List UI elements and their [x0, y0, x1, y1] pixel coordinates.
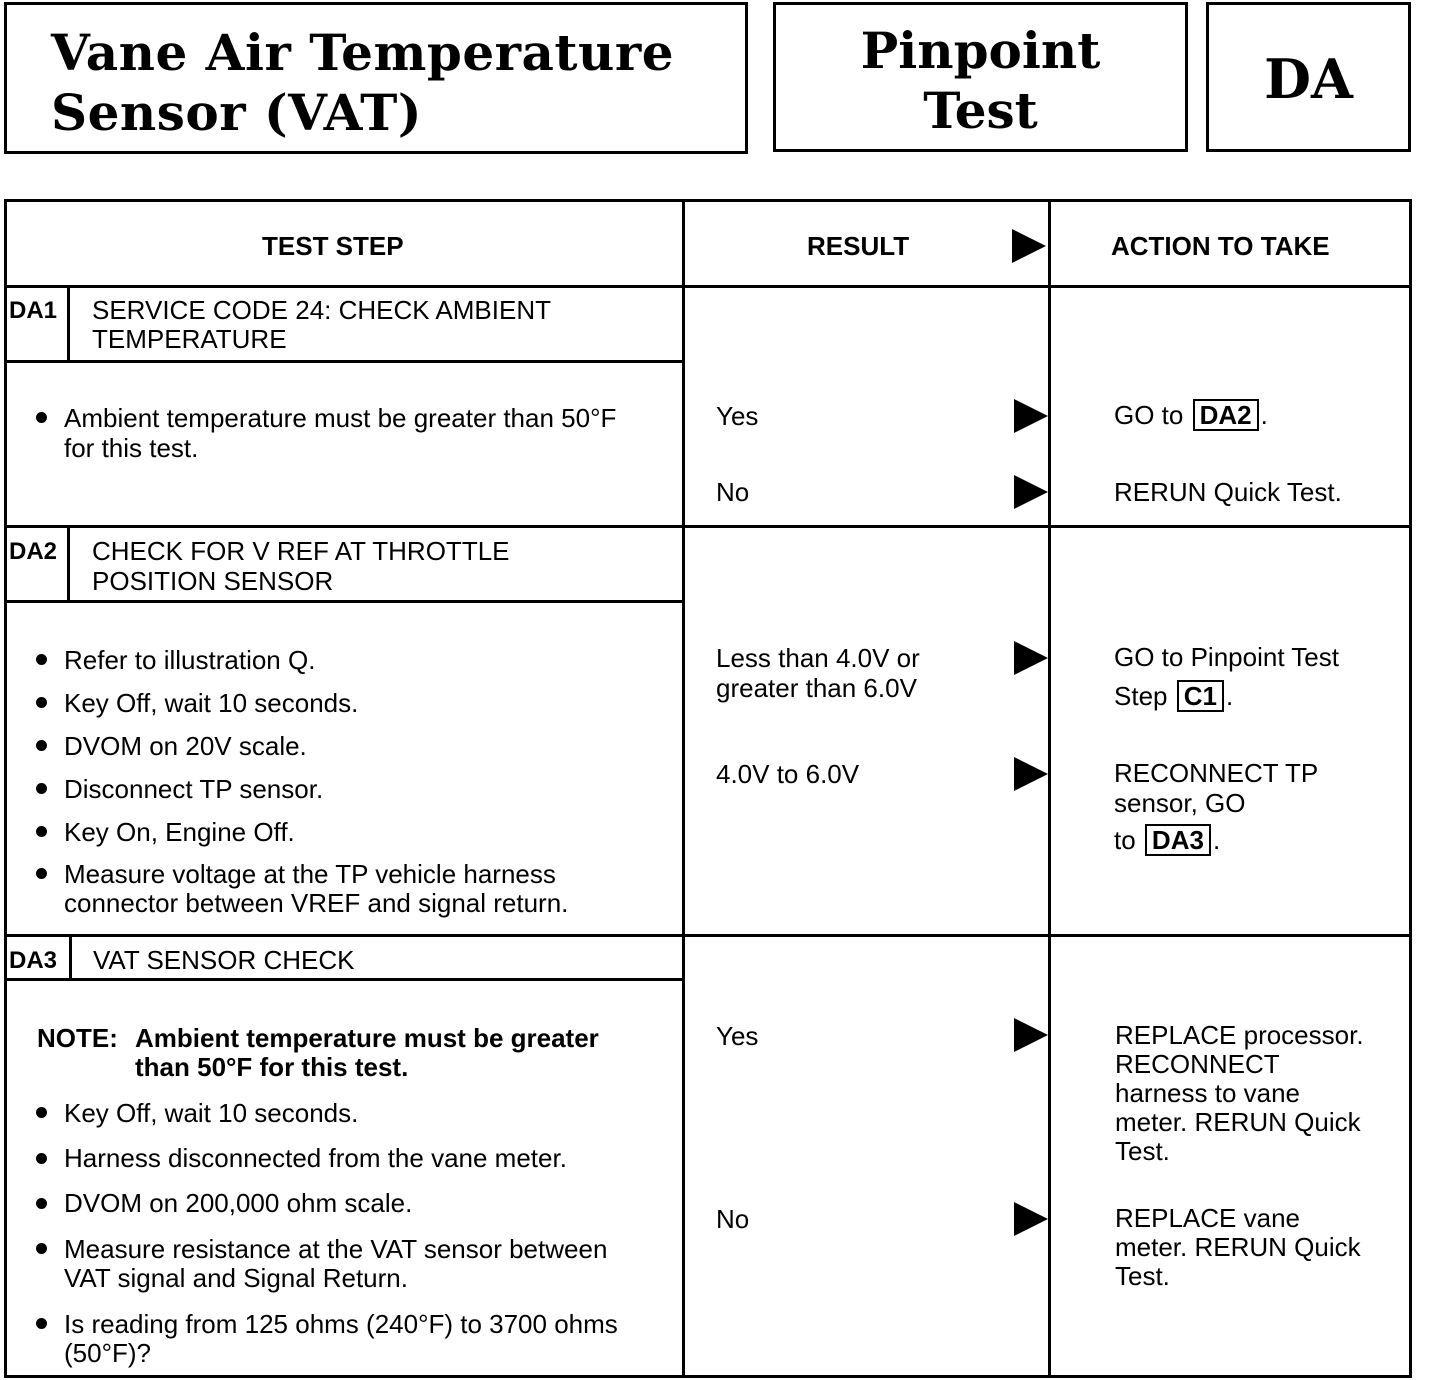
step-id: DA3 — [9, 947, 58, 974]
step-title: VAT SENSOR CHECK — [93, 945, 355, 975]
action-line: harness to vane — [1115, 1078, 1301, 1108]
step-title-divider — [7, 600, 682, 603]
step-title-divider — [7, 978, 682, 981]
action-replace-processor — [1115, 1021, 1364, 1166]
bullet-icon — [36, 868, 47, 879]
step-title-divider — [7, 360, 682, 363]
header-arrow-icon — [1012, 229, 1046, 263]
step-item-cont: VAT signal and Signal Return. — [64, 1263, 408, 1293]
result-yes: Yes — [716, 1021, 759, 1051]
action-text: GO to — [1114, 400, 1184, 430]
bullet-icon — [36, 1153, 47, 1164]
action-line: RECONNECT — [1115, 1049, 1280, 1079]
action-line: GO to Pinpoint Test — [1114, 642, 1339, 672]
bullet-icon — [36, 1198, 47, 1209]
action-line: meter. RERUN Quick — [1115, 1107, 1361, 1137]
action-period: . — [1225, 681, 1234, 711]
bullet-icon — [36, 1318, 47, 1329]
result-arrow-icon — [1014, 475, 1048, 509]
action-go-to-c1 — [1114, 642, 1339, 712]
step-item-cont: connector between VREF and signal return. — [64, 888, 569, 918]
step-id: DA2 — [9, 538, 58, 565]
header-divider — [7, 285, 1409, 288]
bullet-icon — [36, 1243, 47, 1254]
step-item: Harness disconnected from the vane meter. — [64, 1143, 567, 1173]
test-type-box — [773, 2, 1188, 152]
note-text-line-2: than 50°F for this test. — [135, 1052, 409, 1082]
action-rerun: RERUN Quick Test. — [1114, 477, 1342, 507]
bullet-icon — [36, 412, 47, 423]
action-text: Step — [1114, 681, 1168, 711]
result-no: No — [716, 477, 750, 507]
result-arrow-icon — [1014, 399, 1048, 433]
test-code-box — [1206, 2, 1411, 152]
step-id-divider — [67, 288, 70, 363]
divider-step-result — [682, 202, 685, 1375]
step-title-line-2: POSITION SENSOR — [92, 566, 334, 596]
result-arrow-icon — [1014, 1018, 1048, 1052]
step-id: DA1 — [9, 297, 58, 324]
step-item: DVOM on 20V scale. — [64, 731, 307, 761]
action-line: Test. — [1115, 1261, 1170, 1291]
step-ref-da2[interactable]: DA2 — [1193, 399, 1259, 431]
column-header-action: ACTION TO TAKE — [1111, 231, 1330, 261]
action-replace-vane-meter — [1115, 1204, 1361, 1291]
pinpoint-test-table — [4, 199, 1412, 1378]
step-title-line-1: CHECK FOR V REF AT THROTTLE — [92, 536, 510, 566]
action-line-ref — [1114, 680, 1339, 712]
test-type-label — [776, 21, 1185, 141]
step-item: Refer to illustration Q. — [64, 645, 316, 675]
step-item-cont: (50°F)? — [64, 1338, 151, 1368]
action-line-ref — [1114, 824, 1318, 856]
result-out-of-range — [716, 643, 920, 703]
action-line: Test. — [1115, 1136, 1170, 1166]
title-box — [4, 2, 748, 154]
result-arrow-icon — [1014, 757, 1048, 791]
action-line: REPLACE processor. — [1115, 1020, 1364, 1050]
step-ref-c1[interactable]: C1 — [1177, 680, 1224, 712]
note-text-line-1: Ambient temperature must be greater — [135, 1023, 599, 1053]
step-title-line-2: TEMPERATURE — [92, 324, 287, 354]
step-item: Ambient temperature must be greater than 50°F — [64, 403, 617, 433]
action-go-to-da3 — [1114, 758, 1318, 856]
note-label: NOTE: — [37, 1023, 118, 1053]
step-item-cont: for this test. — [64, 433, 199, 463]
step-item: Key On, Engine Off. — [64, 817, 295, 847]
result-in-range: 4.0V to 6.0V — [716, 759, 860, 789]
result-no: No — [716, 1204, 750, 1234]
row-divider — [7, 525, 1409, 528]
column-header-result: RESULT — [807, 231, 910, 261]
test-type-line-1: Pinpoint — [860, 21, 1101, 80]
action-period: . — [1212, 825, 1221, 855]
step-item: Measure voltage at the TP vehicle harness — [64, 859, 556, 889]
step-id-divider — [67, 528, 70, 603]
action-go-to-da2 — [1114, 399, 1268, 431]
result-arrow-icon — [1014, 1202, 1048, 1236]
bullet-icon — [36, 783, 47, 794]
column-header-test-step: TEST STEP — [262, 231, 404, 261]
step-ref-da3[interactable]: DA3 — [1145, 824, 1211, 856]
page-title — [51, 23, 674, 143]
result-arrow-icon — [1014, 641, 1048, 675]
result-yes: Yes — [716, 401, 759, 431]
title-line-1: Vane Air Temperature — [51, 23, 675, 82]
action-period: . — [1260, 400, 1268, 430]
result-line: Less than 4.0V or — [716, 643, 920, 673]
step-item: Disconnect TP sensor. — [64, 774, 324, 804]
action-line: meter. RERUN Quick — [1115, 1232, 1361, 1262]
step-item: DVOM on 200,000 ohm scale. — [64, 1188, 413, 1218]
result-line: greater than 6.0V — [716, 673, 917, 703]
step-item: Key Off, wait 10 seconds. — [64, 688, 359, 718]
step-item: Is reading from 125 ohms (240°F) to 3700 ohms — [64, 1309, 618, 1339]
divider-result-action — [1048, 202, 1051, 1375]
step-item: Key Off, wait 10 seconds. — [64, 1098, 359, 1128]
action-line: RECONNECT TP — [1114, 758, 1319, 788]
test-type-line-2: Test — [923, 81, 1038, 140]
step-item: Measure resistance at the VAT sensor between — [64, 1234, 608, 1264]
action-line: sensor, GO — [1114, 788, 1246, 818]
action-line: REPLACE vane — [1115, 1203, 1300, 1233]
bullet-icon — [36, 1107, 47, 1118]
bullet-icon — [36, 654, 47, 665]
bullet-icon — [36, 826, 47, 837]
bullet-icon — [36, 740, 47, 751]
test-code: DA — [1264, 47, 1353, 111]
bullet-icon — [36, 697, 47, 708]
action-text: to — [1114, 825, 1136, 855]
row-divider — [7, 934, 1409, 937]
step-id-divider — [69, 937, 72, 979]
step-title-line-1: SERVICE CODE 24: CHECK AMBIENT — [92, 295, 551, 325]
title-line-2: Sensor (VAT) — [51, 83, 423, 142]
